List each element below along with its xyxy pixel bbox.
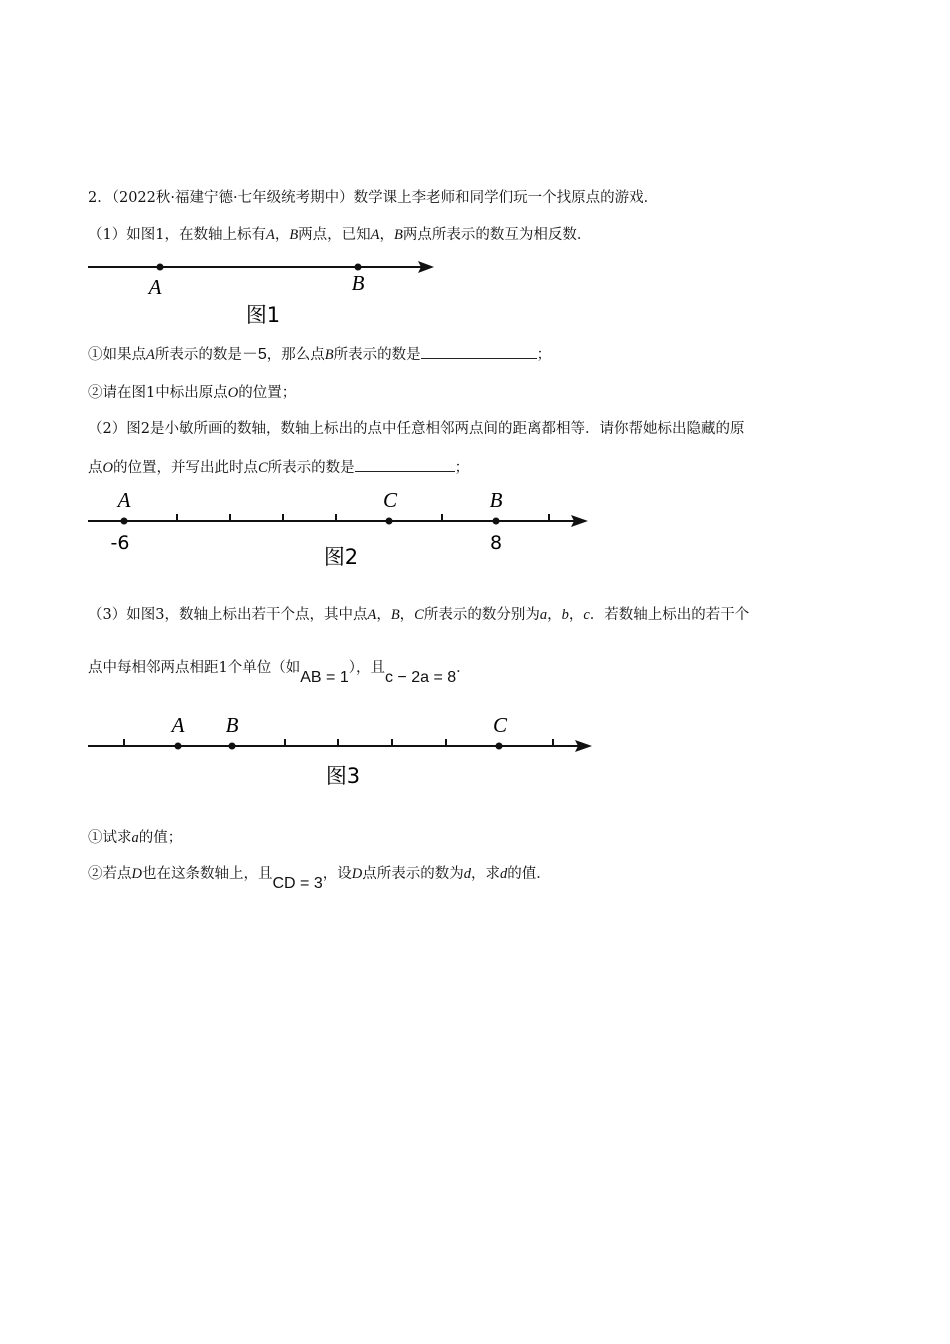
text: ，设 bbox=[322, 866, 352, 882]
text: 所表示的数是 bbox=[333, 347, 421, 363]
label-C: C bbox=[382, 488, 398, 512]
point-label: C bbox=[257, 460, 268, 476]
text: ， bbox=[547, 607, 562, 623]
text: 的位置，并写出此时点 bbox=[112, 460, 258, 476]
problem-intro: 2．（2022秋·福建宁德·七年级统考期中）数学课上李老师和同学们玩一个找原点的游戏． bbox=[88, 190, 659, 206]
text: ． bbox=[456, 660, 471, 676]
text: （1）如图1，在数轴上标有 bbox=[88, 227, 266, 243]
text: 点所表示的数为 bbox=[362, 866, 464, 882]
text: ②若点 bbox=[88, 866, 132, 882]
part2-line1: （2）图2是小敏所画的数轴，数轴上标出的点中任意相邻两点间的距离都相等．请你帮她标出隐藏的原 bbox=[88, 421, 745, 437]
point-label: D bbox=[131, 866, 142, 882]
figure-caption: 图1 bbox=[245, 303, 281, 327]
label-B: B bbox=[225, 713, 239, 737]
variable: a bbox=[131, 830, 139, 846]
point-label: A bbox=[367, 607, 377, 623]
text: ，那么点 bbox=[266, 347, 325, 363]
label-B: B bbox=[351, 271, 365, 295]
math-AB-equals-1: AB = 1 bbox=[300, 669, 349, 686]
math-CD-equals-3: CD = 3 bbox=[272, 875, 323, 892]
point-label: A bbox=[265, 227, 275, 243]
text: ①试求 bbox=[88, 830, 132, 846]
point-label: C bbox=[414, 607, 424, 623]
value-B: 8 bbox=[489, 532, 503, 554]
text: ， bbox=[376, 607, 391, 623]
label-B: B bbox=[489, 488, 503, 512]
point-label: A bbox=[370, 227, 380, 243]
label-C: C bbox=[492, 713, 508, 737]
variable: c bbox=[583, 607, 590, 623]
text: 点 bbox=[88, 460, 103, 476]
text: 的位置； bbox=[238, 385, 297, 401]
text: 点中每相邻两点相距1个单位（如 bbox=[88, 660, 301, 676]
value: －5 bbox=[241, 346, 267, 363]
text: ①如果点 bbox=[88, 347, 146, 363]
label-A: A bbox=[117, 488, 131, 512]
point-label: D bbox=[351, 866, 363, 882]
text: 所表示的数分别为 bbox=[423, 607, 540, 623]
point-label: B bbox=[289, 227, 299, 243]
text: 所表示的数是 bbox=[267, 460, 355, 476]
variable: b bbox=[561, 607, 569, 623]
part3-question1 bbox=[88, 828, 182, 848]
text: ．若数轴上标出的若干个 bbox=[589, 607, 750, 623]
point-label: A bbox=[146, 347, 155, 363]
tick-marks bbox=[124, 739, 553, 746]
label-A: A bbox=[148, 275, 162, 299]
label-A: A bbox=[171, 713, 185, 737]
variable: d bbox=[463, 866, 471, 882]
text: 的值． bbox=[507, 866, 551, 882]
value-A: -6 bbox=[110, 532, 130, 554]
figure-caption: 图3 bbox=[325, 764, 361, 788]
text: ， bbox=[274, 227, 290, 243]
point-label: O bbox=[102, 460, 113, 476]
text: 也在这条数轴上，且 bbox=[141, 866, 273, 882]
text: 的值； bbox=[138, 830, 183, 846]
point-A bbox=[175, 743, 182, 750]
text: 所表示的数是 bbox=[154, 347, 242, 363]
text: ，求 bbox=[470, 866, 500, 882]
text: （3）如图3，数轴上标出若干个点，其中点 bbox=[88, 607, 368, 623]
point-C bbox=[496, 743, 503, 750]
variable: a bbox=[539, 607, 548, 623]
text: ， bbox=[568, 607, 584, 623]
point-label: B bbox=[394, 227, 403, 243]
figure-caption: 图2 bbox=[323, 545, 359, 569]
point-B bbox=[229, 743, 236, 750]
text: ， bbox=[379, 227, 395, 243]
text: ②请在图1中标出原点 bbox=[88, 385, 228, 401]
text: ），且 bbox=[348, 660, 385, 676]
point-label: B bbox=[324, 347, 334, 363]
text: 两点，已知 bbox=[298, 227, 371, 243]
text: ， bbox=[399, 607, 415, 623]
text: 两点所表示的数互为相反数． bbox=[402, 227, 592, 243]
variable: d bbox=[499, 866, 508, 882]
text: ； bbox=[454, 460, 470, 476]
point-label: B bbox=[390, 607, 400, 623]
part3-question2 bbox=[88, 864, 551, 892]
point-label: O bbox=[227, 385, 239, 401]
text: ； bbox=[536, 347, 552, 363]
math-c-minus-2a: c − 2a = 8 bbox=[384, 669, 457, 686]
